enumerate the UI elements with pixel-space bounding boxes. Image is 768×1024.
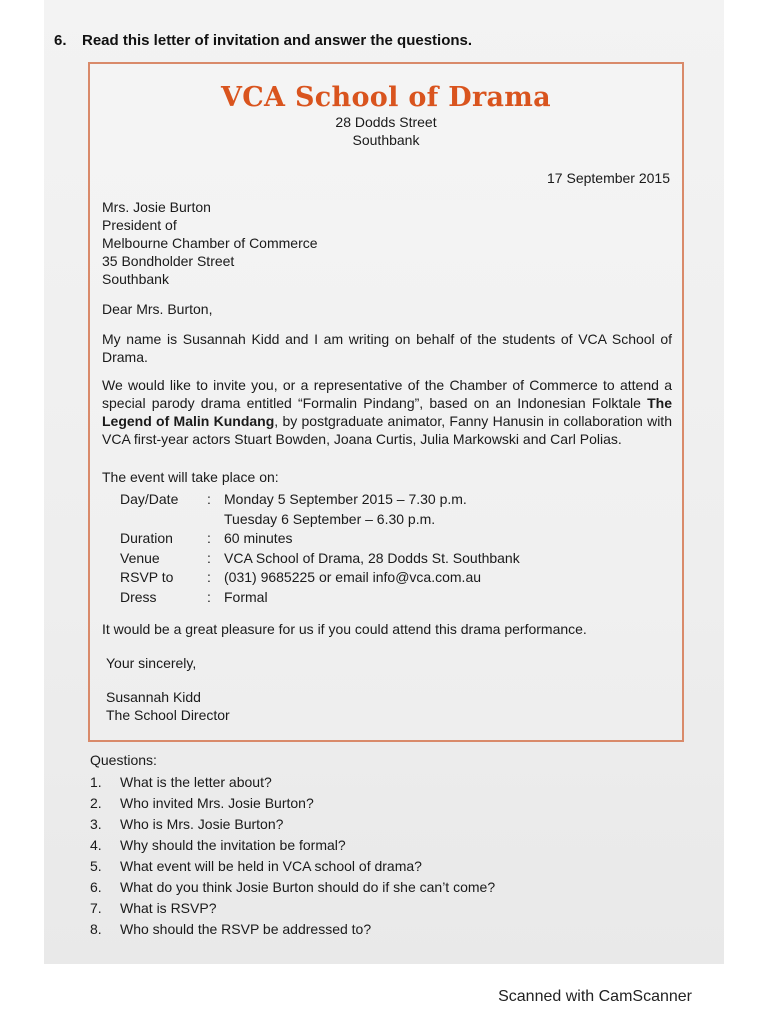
detail-row [120, 568, 520, 588]
scanner-watermark: Scanned with CamScanner [498, 988, 692, 1005]
event-details [120, 490, 520, 607]
letter-date: 17 September 2015 [547, 170, 670, 186]
detail-row [120, 549, 520, 569]
question-item [90, 816, 495, 837]
questions-title: Questions: [90, 752, 157, 768]
question-text: Who is Mrs. Josie Burton? [120, 816, 284, 832]
detail-colon: : [207, 530, 211, 546]
detail-value: VCA School of Drama, 28 Dodds St. Southbank [224, 549, 520, 566]
detail-row [120, 588, 520, 608]
detail-colon-empty [194, 510, 224, 530]
detail-colon: : [207, 588, 211, 605]
detail-label [120, 510, 194, 530]
school-name: VCA School of Drama [221, 82, 551, 113]
question-text: What is RSVP? [120, 900, 217, 916]
question-item [90, 879, 495, 900]
sender-address-line: Southbank [352, 132, 420, 148]
question-number: 5. [90, 858, 102, 874]
exercise-instruction: Read this letter of invitation and answer the questions. [82, 32, 473, 49]
recipient-line: Mrs. Josie Burton [102, 199, 211, 215]
detail-value: 60 minutes [224, 530, 293, 546]
question-text: What do you think Josie Burton should do if she can’t come? [120, 879, 496, 895]
event-intro: The event will take place on: [102, 469, 279, 485]
detail-label: Duration [120, 530, 173, 546]
questions-section [90, 752, 495, 942]
detail-value: Tuesday 6 September – 6.30 p.m. [224, 510, 436, 527]
question-number: 7. [90, 900, 102, 916]
question-text: Who should the RSVP be addressed to? [120, 921, 372, 937]
question-number: 2. [90, 795, 102, 811]
question-number: 3. [90, 816, 102, 832]
signer-title: The School Director [106, 707, 230, 723]
detail-colon: : [207, 549, 211, 566]
closing-sentence: It would be a great pleasure for us if you could attend this drama performance. [102, 621, 587, 637]
exercise-heading [54, 32, 694, 49]
recipient-line: 35 Bondholder Street [102, 253, 235, 269]
scanned-page [44, 0, 724, 964]
recipient-line: Southbank [102, 271, 169, 287]
question-number: 1. [90, 774, 102, 790]
detail-row [120, 529, 520, 549]
question-number: 4. [90, 837, 102, 853]
question-item [90, 900, 495, 921]
salutation: Dear Mrs. Burton, [102, 301, 213, 317]
invitation-text: We would like to invite you, or a representative of the Chamber of Commerce to attend a special parody drama entitled “Formalin Pindang”, based on an Indonesian Folktale [102, 377, 672, 411]
recipient-line: Melbourne Chamber of Commerce [102, 235, 318, 251]
question-item [90, 858, 495, 879]
question-item [90, 837, 495, 858]
invitation-letter [88, 62, 684, 742]
paragraph-intro: My name is Susannah Kidd and I am writing on behalf of the students of VCA School of Drama. [102, 331, 672, 365]
signer-name: Susannah Kidd [106, 689, 201, 705]
question-text: What is the letter about? [120, 774, 272, 790]
question-number: 8. [90, 921, 102, 937]
question-item [90, 774, 495, 795]
detail-label: Venue [120, 549, 160, 566]
question-item [90, 795, 495, 816]
detail-value: Monday 5 September 2015 – 7.30 p.m. [224, 491, 467, 507]
exercise-number: 6. [54, 32, 67, 49]
detail-colon: : [207, 491, 211, 507]
detail-value: (031) 9685225 or email info@vca.com.au [224, 569, 482, 585]
detail-label: Day/Date [120, 491, 179, 507]
sign-off: Your sincerely, [106, 655, 197, 671]
recipient-line: President of [102, 217, 177, 233]
folktale-title: The Legend of Malin Kundang [102, 395, 672, 429]
detail-row [120, 510, 520, 530]
detail-label: Dress [120, 588, 157, 605]
recipient-address [102, 198, 672, 288]
detail-row [120, 490, 520, 510]
detail-colon: : [207, 569, 211, 585]
sender-address-line: 28 Dodds Street [335, 114, 437, 130]
invitation-text-continued: , by postgraduate animator, Fanny Hanusin in collaboration with VCA first-year actors Stuart Bowden, Joana Curtis, Julia Markowski and Carl Polias. [102, 413, 672, 447]
detail-value: Formal [224, 588, 268, 605]
paragraph-invitation [102, 376, 672, 448]
question-text: What event will be held in VCA school of drama? [120, 858, 422, 874]
question-number: 6. [90, 879, 102, 895]
question-item [90, 921, 495, 942]
question-text: Why should the invitation be formal? [120, 837, 346, 853]
detail-label: RSVP to [120, 569, 174, 585]
question-text: Who invited Mrs. Josie Burton? [120, 795, 314, 811]
